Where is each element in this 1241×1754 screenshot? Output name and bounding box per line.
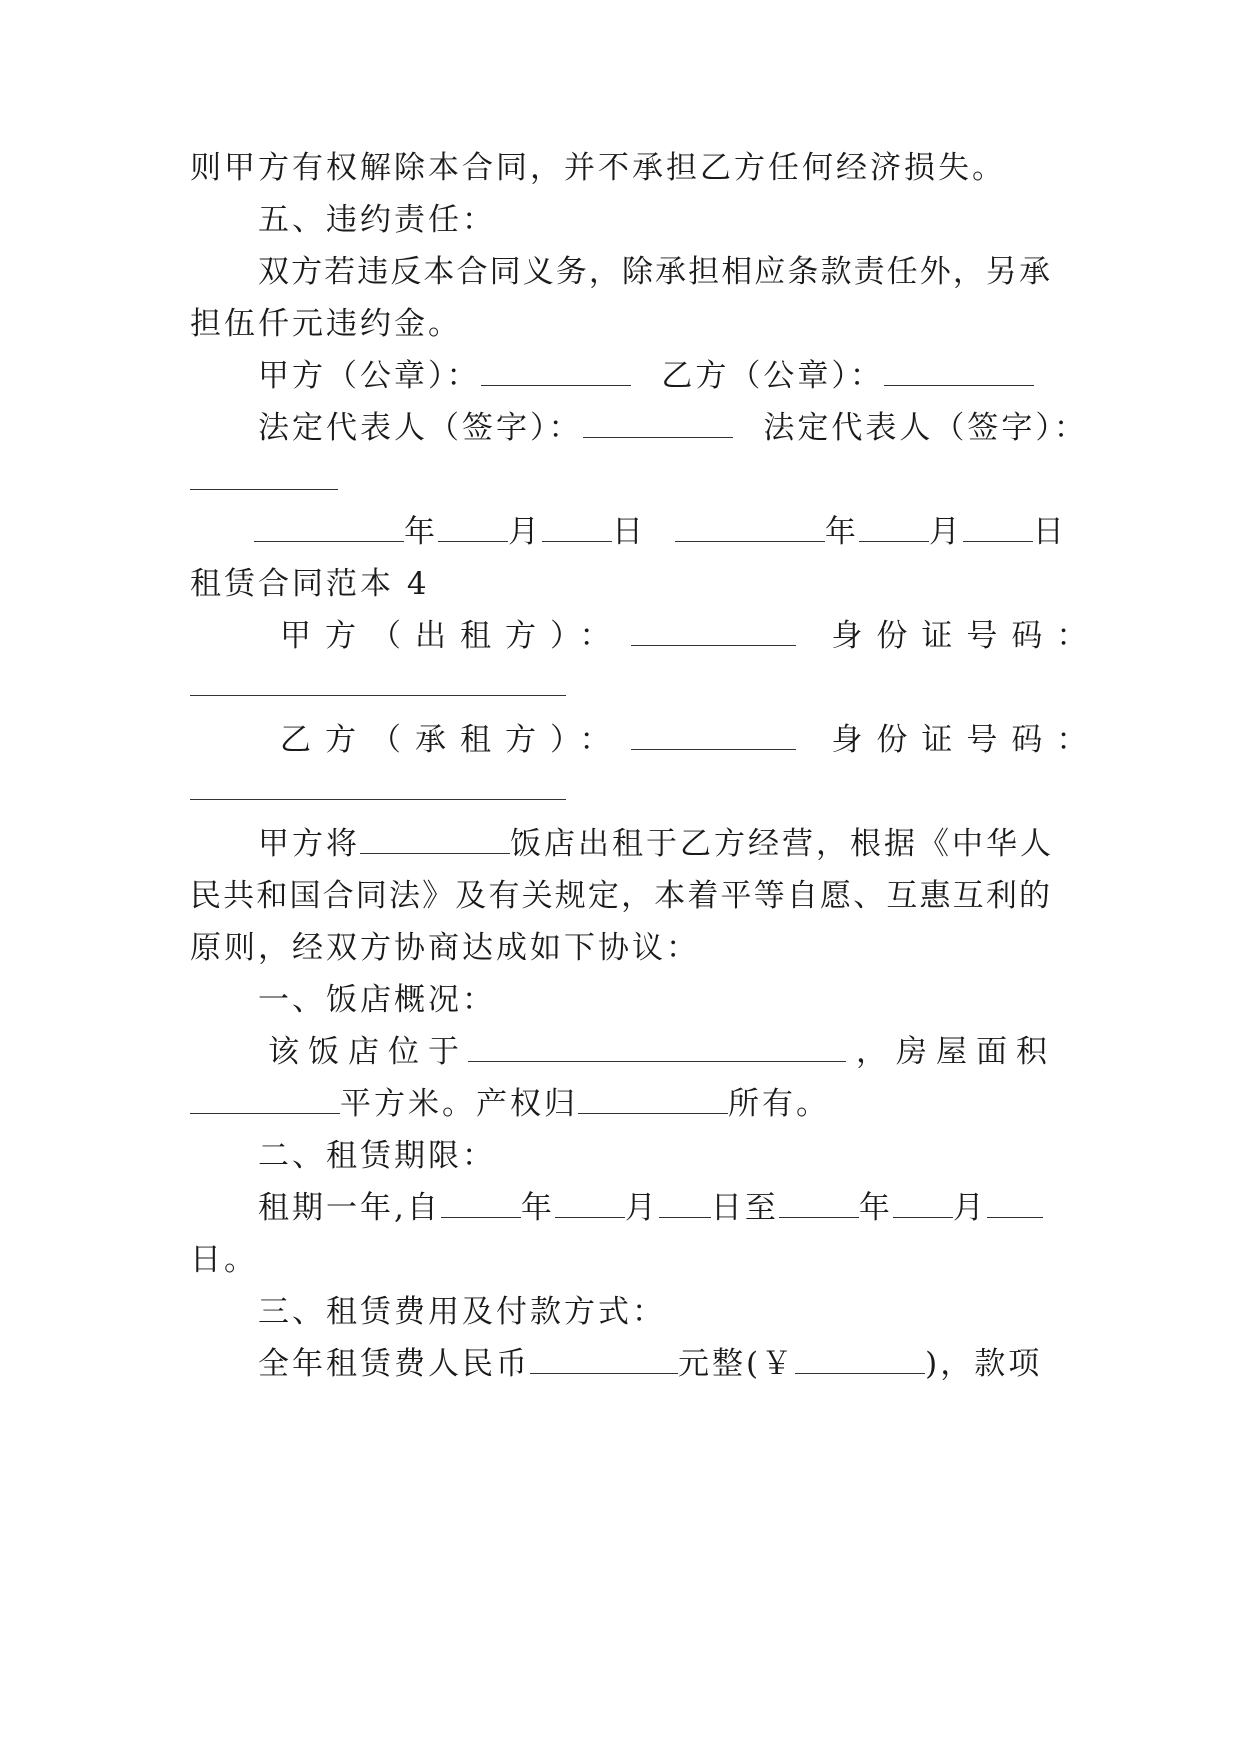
section-heading: 二、租赁期限： [258, 1138, 496, 1174]
fill-blank [254, 540, 404, 542]
day-label: 日 [612, 514, 646, 550]
text-line [190, 1084, 1050, 1124]
year-label: 年 [858, 1190, 893, 1226]
fill-blank [438, 540, 508, 542]
fill-blank [190, 488, 338, 490]
party-line [280, 720, 1102, 760]
fill-blank [795, 1372, 925, 1374]
signature-line [258, 408, 1088, 448]
section-heading: 五、违约责任： [258, 202, 496, 238]
fill-blank [360, 852, 510, 854]
fill-blank [441, 1216, 521, 1218]
fill-blank [987, 1216, 1043, 1218]
fill-blank [190, 1112, 340, 1114]
date-line [254, 512, 1114, 552]
fill-blank [659, 1216, 711, 1218]
fill-blank [583, 436, 733, 438]
signature-line [258, 356, 1050, 396]
text-fragment: 元整(￥ [678, 1346, 796, 1382]
fill-blank [481, 384, 631, 386]
text-line: 原则，经双方协商达成如下协议： [190, 930, 700, 966]
legal-rep-a-label: 法定代表人（签字）： [258, 410, 583, 446]
year-label: 年 [824, 514, 859, 550]
text-fragment: 该饭店位于 [268, 1034, 468, 1070]
month-label: 月 [928, 514, 963, 550]
fill-blank [555, 1216, 625, 1218]
fill-blank [578, 1112, 728, 1114]
text-fragment: 平方米。产权归 [340, 1086, 578, 1122]
fill-blank [963, 540, 1033, 542]
text-line: 担伍仟元违约金。 [190, 306, 462, 342]
party-a-seal-label: 甲方（公章）： [258, 358, 481, 394]
party-line [280, 616, 1102, 656]
document-title: 租赁合同范本 4 [190, 566, 430, 602]
text-line: 双方若违反本合同义务，除承担相应条款责任外，另承 [258, 254, 1050, 290]
text-line [258, 824, 1054, 864]
month-label: 月 [624, 1190, 659, 1226]
year-label: 年 [404, 514, 438, 550]
id-number-label: 身份证号码： [831, 618, 1102, 654]
text-line [258, 1188, 1050, 1228]
day-label: 日 [1032, 514, 1067, 550]
section-heading: 一、饭店概况： [258, 982, 496, 1018]
lessor-label: 甲方（出租方）： [280, 618, 625, 654]
fill-blank [893, 1216, 953, 1218]
text-line: 民共和国合同法》及有关规定，本着平等自愿、互惠互利的 [190, 878, 1050, 914]
text-fragment: 全年租赁费人民币 [258, 1346, 530, 1382]
text-line [268, 1032, 1056, 1072]
text-fragment: 日至 [710, 1190, 779, 1226]
party-b-seal-label: 乙方（公章）： [661, 358, 884, 394]
year-label: 年 [520, 1190, 555, 1226]
text-fragment: 饭店出租于乙方经营，根据《中华人 [510, 826, 1054, 862]
fill-blank [190, 694, 566, 696]
fill-blank [884, 384, 1034, 386]
text-line: 日。 [190, 1242, 258, 1278]
text-line [258, 1344, 1050, 1384]
lessee-label: 乙方（承租方）： [280, 722, 625, 758]
text-fragment: )，款项 [925, 1346, 1043, 1382]
fill-blank [779, 1216, 859, 1218]
month-label: 月 [508, 514, 542, 550]
fill-blank [542, 540, 612, 542]
id-number-label: 身份证号码： [831, 722, 1102, 758]
text-fragment: 甲方将 [258, 826, 360, 862]
fill-blank [631, 748, 796, 750]
fill-blank [530, 1372, 678, 1374]
fill-blank [859, 540, 929, 542]
fill-blank [631, 644, 796, 646]
text-fragment: ，房屋面积 [856, 1034, 1056, 1070]
text-fragment: 所有。 [728, 1086, 830, 1122]
text-line: 则甲方有权解除本合同，并不承担乙方任何经济损失。 [190, 150, 1006, 186]
fill-blank [190, 798, 566, 800]
text-fragment: 租期一年,自 [258, 1190, 441, 1226]
month-label: 月 [952, 1190, 987, 1226]
legal-rep-b-label: 法定代表人（签字）： [763, 410, 1088, 446]
fill-blank [675, 540, 825, 542]
section-heading: 三、租赁费用及付款方式： [258, 1294, 666, 1330]
fill-blank [468, 1060, 846, 1062]
